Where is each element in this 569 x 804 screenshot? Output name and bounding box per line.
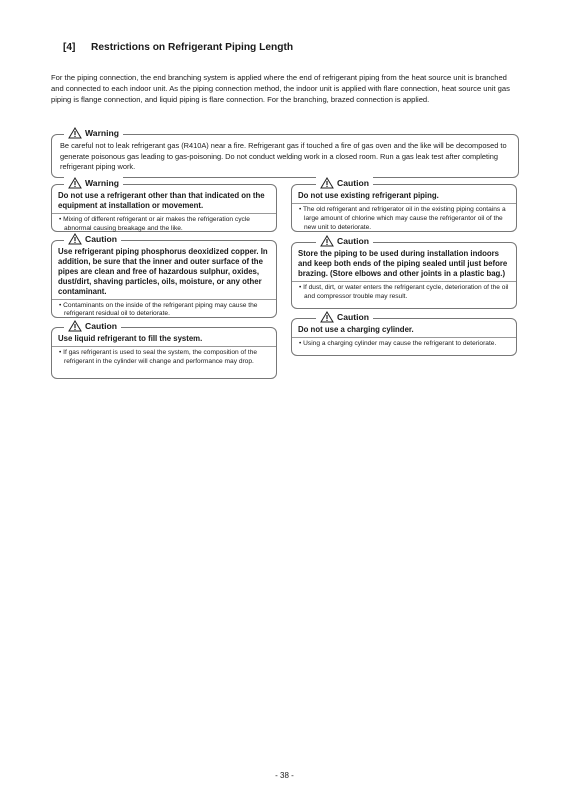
box-lead: Use refrigerant piping phosphorus deoxidized copper. In addition, be sure that the inner and outer surface of the pipes are clean and free of hazardous sulphur, oxides, dust/dirt, shaving particles, oils, moisture, or any other contaminant. [52, 241, 276, 300]
box-note: • Mixing of different refrigerant or air makes the refrigeration cycle abnormal causing breakage and the like. [59, 215, 250, 232]
right-box-3 [291, 312, 517, 356]
box-title [316, 311, 373, 323]
box-note: • If gas refrigerant is used to seal the system, the composition of the refrigerant in the cylinder will change and performance may drop. [59, 348, 258, 365]
box-title-label: Caution [337, 178, 369, 188]
top-warning-box [51, 128, 519, 178]
page-number: - 38 - [275, 771, 294, 780]
top-warning-text: Be careful not to leak refrigerant gas (R410A) near a fire. Refrigerant gas if touched a fire of gas oven and the like will be decomposed to generate poisonous gas leading to gas-poisoning. Do not conduct welding work in a closed room. Run a gas leak test after completing refrigerant piping work. [60, 141, 507, 172]
box-lead: Do not use a charging cylinder. [292, 319, 516, 338]
box-title-label: Warning [85, 128, 120, 138]
right-box-1 [291, 178, 517, 232]
section-heading [63, 42, 293, 53]
box-title [64, 127, 123, 139]
warning-triangle-icon [320, 177, 334, 189]
box-title [64, 320, 121, 332]
warning-triangle-icon [68, 233, 82, 245]
warning-triangle-icon [320, 311, 334, 323]
box-note: • Using a charging cylinder may cause the refrigerant to deteriorate. [299, 339, 497, 347]
intro-paragraph: For the piping connection, the end branching system is applied where the end of refrigerant piping from the heat source unit is branched and connected to each indoor unit. As the piping connection method, the indoor unit is applied with flare connection, heat source unit gas piping is flange connection, and liquid piping is flare connection. For the branching, brazed connection is applied. [51, 73, 510, 105]
box-title-label: Warning [85, 178, 120, 188]
section-number: [4] [63, 42, 76, 53]
left-box-2 [51, 234, 277, 318]
warning-triangle-icon [68, 127, 82, 139]
left-box-1 [51, 178, 277, 232]
box-note: • Contaminants on the inside of the refrigerant piping may cause the refrigerant residual oil to deteriorate. [59, 301, 258, 318]
box-title-label: Caution [85, 321, 117, 331]
box-note: • The old refrigerant and refrigerator oil in the existing piping contains a large amount of chlorine which may cause the refrigerantor oil of the new unit to deteriorate. [299, 205, 506, 231]
box-title [316, 177, 373, 189]
box-title-label: Caution [337, 236, 369, 246]
warning-triangle-icon [320, 235, 334, 247]
warning-triangle-icon [68, 177, 82, 189]
right-box-2 [291, 236, 517, 309]
warning-triangle-icon [68, 320, 82, 332]
box-title-label: Caution [337, 312, 369, 322]
box-lead: Do not use a refrigerant other than that indicated on the equipment at installation or movement. [52, 185, 276, 214]
box-lead: Do not use existing refrigerant piping. [292, 185, 516, 204]
left-box-3 [51, 321, 277, 379]
box-lead: Use liquid refrigerant to fill the system. [52, 328, 276, 347]
box-title-label: Caution [85, 234, 117, 244]
box-lead: Store the piping to be used during installation indoors and keep both ends of the piping sealed until just before brazing. (Store elbows and other joints in a plastic bag.) [292, 243, 516, 282]
box-title [64, 177, 123, 189]
box-note: • If dust, dirt, or water enters the refrigerant cycle, deterioration of the oil and compressor trouble may result. [299, 283, 509, 300]
section-title: Restrictions on Refrigerant Piping Length [91, 42, 294, 53]
box-title [316, 235, 373, 247]
box-title [64, 233, 121, 245]
